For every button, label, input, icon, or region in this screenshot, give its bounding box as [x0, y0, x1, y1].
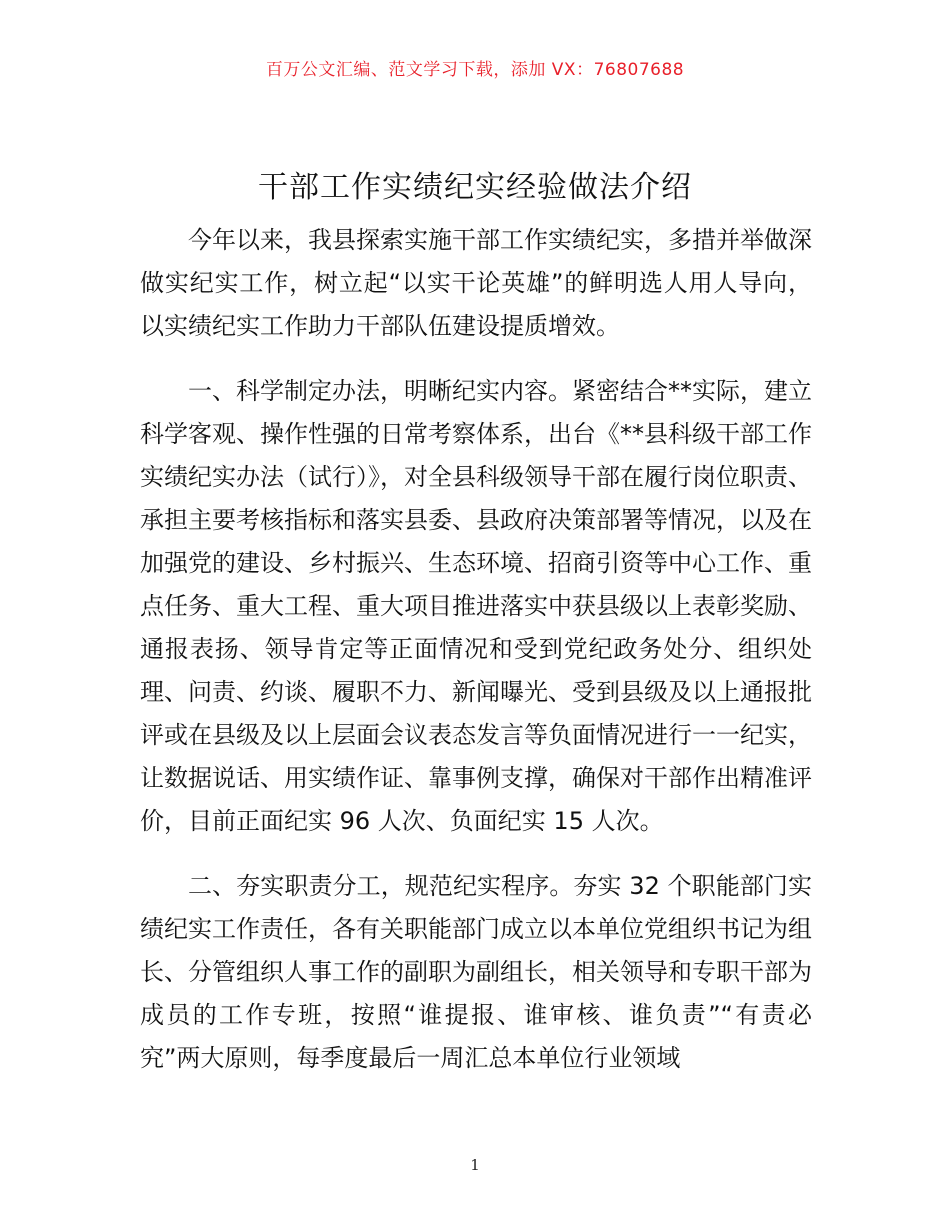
document-body [140, 219, 812, 1080]
paragraph-section-two: 二、夯实职责分工，规范纪实程序。夯实 32 个职能部门实绩纪实工作责任，各有关职能部门成立以本单位党组织书记为组长、分管组织人事工作的副职为副组长，相关领导和专职干部为成员的工作专班，按照“谁提报、谁审核、谁负责”“有责必究”两大原则，每季度最后一周汇总本单位行业领域 [140, 872, 812, 1072]
document-title: 干部工作实绩纪实经验做法介绍 [258, 170, 692, 205]
paragraph-section-one: 一、科学制定办法，明晰纪实内容。紧密结合**实际，建立科学客观、操作性强的日常考察体系，出台《**县科级干部工作实绩纪实办法（试行）》，对全县科级领导干部在履行岗位职责、承担主要考核指标和落实县委、县政府决策部署等情况，以及在加强党的建设、乡村振兴、生态环境、招商引资等中心工作、重点任务、重大工程、重大项目推进落实中获县级以上表彰奖励、通报表扬、领导肯定等正面情况和受到党纪政务处分、组织处理、问责、约谈、履职不力、新闻曝光、受到县级及以上通报批评或在县级及以上层面会议表态发言等负面情况进行一一纪实，让数据说话、用实绩作证、靠事例支撑，确保对干部作出精准评价，目前正面纪实 96 人次、负面纪实 15 人次。 [140, 377, 812, 835]
paragraph-intro: 今年以来，我县探索实施干部工作实绩纪实，多措并举做深做实纪实工作，树立起“以实干论英雄”的鲜明选人用人导向，以实绩纪实工作助力干部队伍建设提质增效。 [140, 226, 812, 340]
page-number: 1 [470, 1156, 480, 1174]
header-banner: 百万公文汇编、范文学习下载，添加 VX：76807688 [265, 60, 685, 80]
